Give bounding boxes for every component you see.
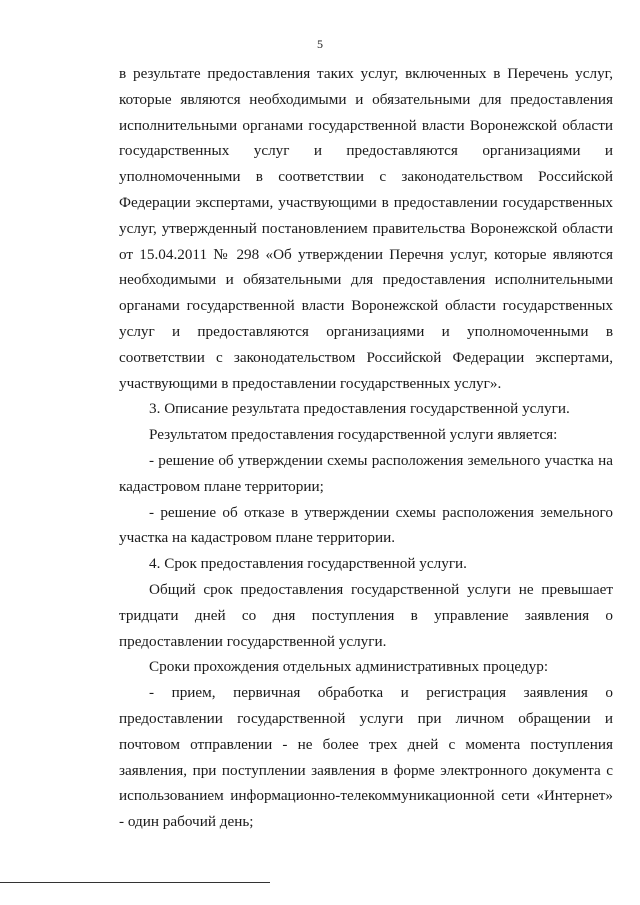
paragraph-procedure-terms: Сроки прохождения отдельных административных процедур: [149,658,549,676]
section-heading-term: 4. Срок предоставления государственной услуги. [149,555,467,573]
section-heading-result: 3. Описание результата предоставления государственной услуги. [149,400,570,418]
list-item-reception-term: - прием, первичная обработка и регистрация заявления о предоставлении государственной услуги при личном обращении и почтовом отправлении - не более трех дней с момента поступления заявления, при поступлении заявления в форме электронного документа с использованием информационно-телекоммуникационной сети «Интернет» - один рабочий день; [119,684,613,831]
footer-divider [0,882,270,883]
list-item-approval-decision: - решение об утверждении схемы расположения земельного участка на кадастровом плане территории; [119,451,613,495]
paragraph-total-term: Общий срок предоставления государственной услуги не превышает тридцати дней со дня поступления в управление заявления о предоставлении государственной услуги. [119,580,613,650]
page-number: 5 [317,37,323,51]
paragraph-result-intro: Результатом предоставления государственной услуги является: [149,426,558,444]
paragraph-services-list: в результате предоставления таких услуг, включенных в Перечень услуг, которые являются необходимыми и обязательными для предоставления исполнительными органами государственной власти Воронежской области государственных услуг и предоставляются организациями и уполномоченными в соответствии с законодательством Российской Федерации экспертами, участвующими в предоставлении государственных услуг, утвержденный постановлением правительства Воронежской области от 15.04.2011 № 298 «Об утверждении Перечня услуг, которые являются необходимыми и обязательными для предоставления исполнительными органами государственной власти Воронежской области государственных услуг и предоставляются организациями и уполномоченными в соответствии с законодательством Российской Федерации экспертами, участвующими в предоставлении государственных услуг». [119,65,613,392]
document-body [119,61,613,835]
list-item-refusal-decision: - решение об отказе в утверждении схемы расположения земельного участка на кадастровом плане территории. [119,503,613,547]
